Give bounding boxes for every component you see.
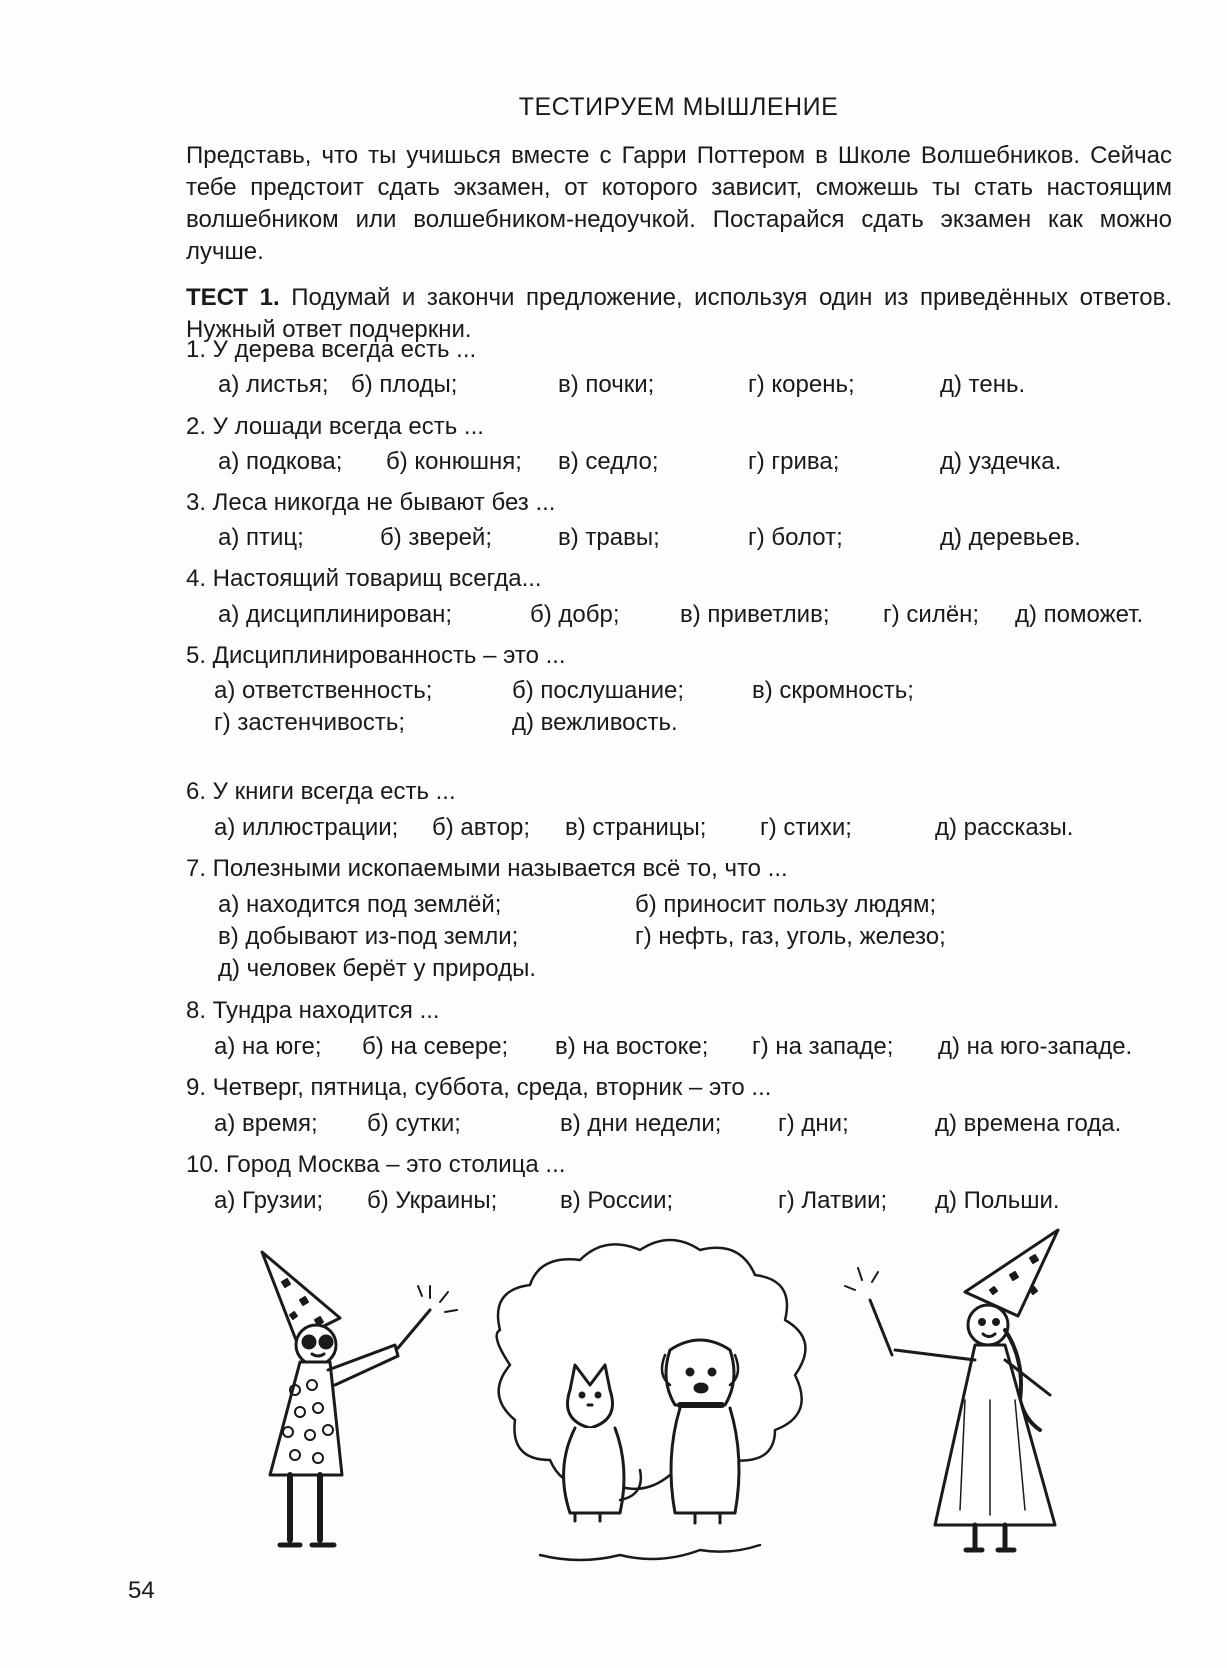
option[interactable]: г) Латвии;	[778, 1187, 888, 1214]
option[interactable]: г) корень;	[748, 371, 855, 398]
option[interactable]: а) птиц;	[218, 524, 304, 551]
option[interactable]: в) приветлив;	[680, 601, 830, 628]
question-4: 4. Настоящий товарищ всегда...	[186, 565, 542, 592]
option[interactable]: а) листья;	[218, 371, 329, 398]
option[interactable]: д) Польши.	[935, 1187, 1060, 1214]
dog-icon	[662, 1340, 739, 1523]
question-3: 3. Леса никогда не бывают без ...	[186, 489, 556, 516]
option[interactable]: г) нефть, газ, уголь, железо;	[635, 923, 946, 950]
option[interactable]: а) время;	[214, 1110, 318, 1137]
option[interactable]: г) стихи;	[760, 814, 852, 841]
question-8: 8. Тундра находится ...	[186, 997, 440, 1024]
option[interactable]: б) плоды;	[351, 371, 458, 398]
option[interactable]: г) застенчивость;	[214, 709, 405, 736]
question-2: 2. У лошади всегда есть ...	[186, 413, 484, 440]
option[interactable]: а) дисциплинирован;	[218, 601, 453, 628]
option[interactable]: в) добывают из-под земли;	[218, 923, 519, 950]
page-number: 54	[128, 1577, 155, 1604]
option[interactable]: а) ответственность;	[214, 677, 433, 704]
intro-paragraph: Представь, что ты учишься вместе с Гарри Поттером в Школе Волшебников. Сейчас тебе предстоит сдать экзамен, от которого зависит, сможешь ты стать настоящим волшебником или волшебником-недоучкой. Постарайся сдать экзамен как можно лучше.	[186, 142, 1172, 265]
test-instruction: Подумай и закончи предложение, используя один из приведённых ответов. Нужный ответ подчеркни.	[186, 284, 1173, 343]
question-7: 7. Полезными ископаемыми называется всё то, что ...	[186, 855, 788, 882]
option[interactable]: б) на севере;	[362, 1033, 509, 1060]
option[interactable]: б) приносит пользу людям;	[635, 891, 937, 918]
option[interactable]: в) России;	[560, 1187, 674, 1214]
option[interactable]: д) вежливость.	[512, 709, 678, 736]
option[interactable]: б) конюшня;	[386, 448, 522, 475]
option[interactable]: г) дни;	[778, 1110, 849, 1137]
option[interactable]: в) скромность;	[752, 677, 914, 704]
option[interactable]: б) зверей;	[380, 524, 493, 551]
option[interactable]: д) на юго-западе.	[938, 1033, 1133, 1060]
option[interactable]: д) времена года.	[935, 1110, 1122, 1137]
question-9: 9. Четверг, пятница, суббота, среда, вторник – это ...	[186, 1074, 772, 1101]
option[interactable]: а) находится под землёй;	[218, 891, 502, 918]
question-5: 5. Дисциплинированность – это ...	[186, 642, 566, 669]
option[interactable]: а) Грузии;	[214, 1187, 324, 1214]
option[interactable]: в) почки;	[558, 371, 655, 398]
option[interactable]: а) подкова;	[218, 448, 343, 475]
magic-cloud-icon	[497, 1240, 806, 1560]
option[interactable]: г) болот;	[748, 524, 843, 551]
option[interactable]: б) сутки;	[367, 1110, 461, 1137]
page-title: ТЕСТИРУЕМ МЫШЛЕНИЕ	[518, 93, 839, 121]
option[interactable]: б) автор;	[432, 814, 531, 841]
option[interactable]: в) страницы;	[565, 814, 707, 841]
wizard-boy-icon	[262, 1252, 457, 1545]
option[interactable]: в) седло;	[558, 448, 659, 475]
option[interactable]: в) на востоке;	[555, 1033, 709, 1060]
option[interactable]: д) человек берёт у природы.	[218, 955, 537, 982]
option[interactable]: г) силён;	[883, 601, 980, 628]
question-6: 6. У книги всегда есть ...	[186, 778, 456, 805]
question-10: 10. Город Москва – это столица ...	[186, 1151, 566, 1178]
option[interactable]: г) грива;	[748, 448, 840, 475]
question-1: 1. У дерева всегда есть ...	[186, 336, 477, 363]
option[interactable]: а) на юге;	[214, 1033, 322, 1060]
option[interactable]: б) послушание;	[512, 677, 685, 704]
option[interactable]: в) дни недели;	[560, 1110, 722, 1137]
option[interactable]: б) добр;	[530, 601, 620, 628]
test-label: ТЕСТ 1.	[186, 284, 280, 311]
option[interactable]: в) травы;	[558, 524, 660, 551]
option[interactable]: д) поможет.	[1015, 601, 1144, 628]
option[interactable]: а) иллюстрации;	[214, 814, 399, 841]
wizard-girl-icon	[845, 1230, 1058, 1550]
option[interactable]: б) Украины;	[367, 1187, 498, 1214]
option[interactable]: г) на западе;	[752, 1033, 894, 1060]
option[interactable]: д) рассказы.	[935, 814, 1074, 841]
option[interactable]: д) тень.	[940, 371, 1026, 398]
option[interactable]: д) уздечка.	[940, 448, 1062, 475]
option[interactable]: д) деревьев.	[940, 524, 1081, 551]
